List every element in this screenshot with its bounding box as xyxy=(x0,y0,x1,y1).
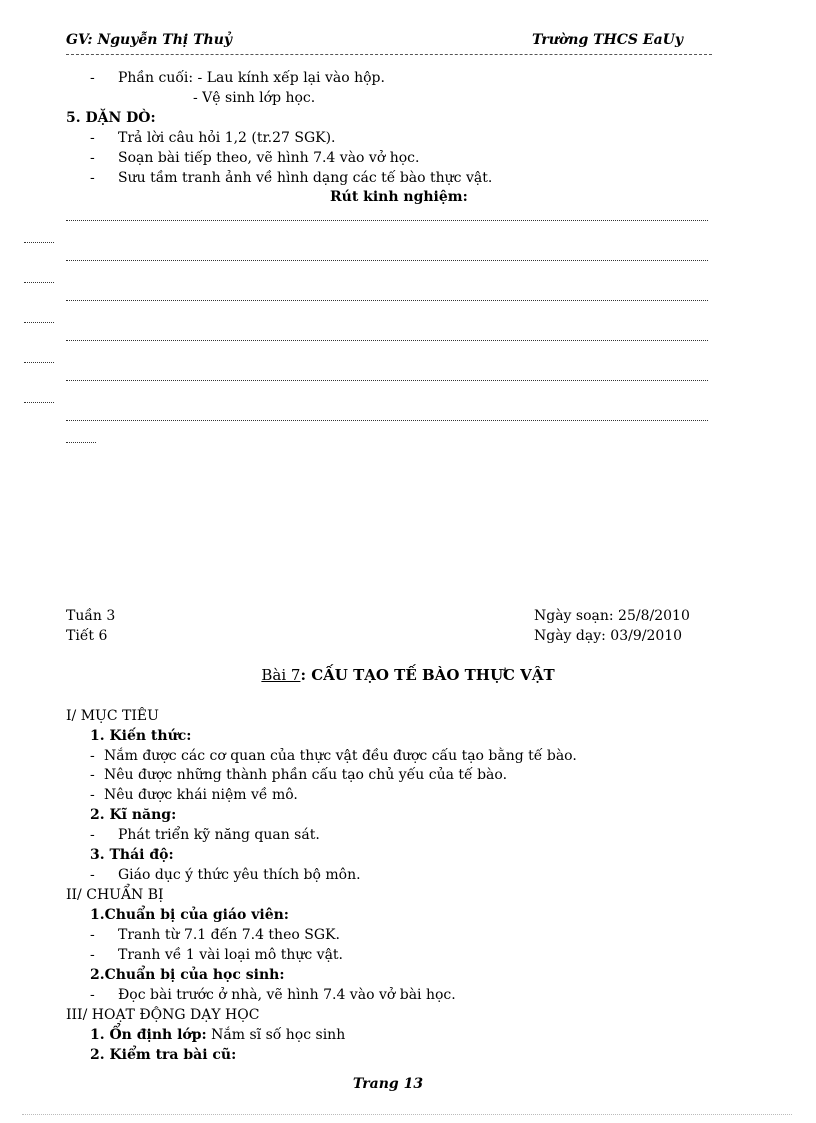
list-item: - Nắm được các cơ quan của thực vật đều được cấu tạo bằng tế bào. xyxy=(90,748,577,764)
dotted-line xyxy=(24,396,54,403)
kien-thuc-heading: 1. Kiến thức: xyxy=(90,728,192,744)
dotted-line xyxy=(66,254,708,261)
hs-heading: 2.Chuẩn bị của học sinh: xyxy=(90,967,285,983)
on-dinh-line: 1. Ổn định lớp: Nắm sĩ số học sinh xyxy=(90,1027,346,1043)
list-item: - Nêu được khái niệm về mô. xyxy=(90,787,298,803)
header-divider xyxy=(66,54,712,55)
dan-do-heading: 5. DẶN DÒ: xyxy=(66,110,156,126)
thai-do-heading: 3. Thái độ: xyxy=(90,847,174,863)
dotted-line xyxy=(24,236,54,243)
header-teacher: GV: Nguyễn Thị Thuỷ xyxy=(66,32,233,48)
dotted-line xyxy=(66,374,708,381)
tuan: Tuần 3 xyxy=(66,608,116,624)
list-item: - Soạn bài tiếp theo, vẽ hình 7.4 vào vở học. xyxy=(90,150,420,166)
gv-heading: 1.Chuẩn bị của giáo viên: xyxy=(90,907,289,923)
list-item: - Giáo dục ý thức yêu thích bộ môn. xyxy=(90,867,361,883)
dotted-line xyxy=(66,334,708,341)
rut-kinh-nghiem-heading: Rút kinh nghiệm: xyxy=(330,189,468,205)
dotted-line xyxy=(24,276,54,283)
dotted-line xyxy=(66,294,708,301)
section-muc-tieu: I/ MỤC TIÊU xyxy=(66,708,159,724)
tiet: Tiết 6 xyxy=(66,628,108,644)
phan-cuoi-line-2: - Vệ sinh lớp học. xyxy=(193,90,316,106)
dotted-line xyxy=(66,436,96,443)
page-border xyxy=(22,1114,792,1115)
list-item: - Trả lời câu hỏi 1,2 (tr.27 SGK). xyxy=(90,130,336,146)
list-item: - Tranh từ 7.1 đến 7.4 theo SGK. xyxy=(90,927,340,943)
dotted-line xyxy=(66,214,708,221)
ki-nang-heading: 2. Kĩ năng: xyxy=(90,807,177,823)
section-hoat-dong: III/ HOẠT ĐỘNG DẠY HỌC xyxy=(66,1007,260,1023)
list-item: - Sưu tầm tranh ảnh về hình dạng các tế bào thực vật. xyxy=(90,170,493,186)
list-item: - Đọc bài trước ở nhà, vẽ hình 7.4 vào vở bài học. xyxy=(90,987,456,1003)
dotted-line xyxy=(24,356,54,363)
header-school: Trường THCS EaUy xyxy=(532,32,683,48)
kiem-tra-heading: 2. Kiểm tra bài cũ: xyxy=(90,1047,237,1063)
dotted-line xyxy=(66,414,708,421)
phan-cuoi-line: - Phần cuối: - Lau kính xếp lại vào hộp. xyxy=(90,70,385,86)
section-chuan-bi: II/ CHUẨN BỊ xyxy=(66,887,164,903)
list-item: - Tranh về 1 vài loại mô thực vật. xyxy=(90,947,343,963)
lesson-title: Bài 7: CẤU TẠO TẾ BÀO THỰC VẬT xyxy=(261,666,555,684)
list-item: - Phát triển kỹ năng quan sát. xyxy=(90,827,320,843)
dotted-line xyxy=(24,316,54,323)
ngay-soan: Ngày soạn: 25/8/2010 xyxy=(534,608,690,624)
page-number: Trang 13 xyxy=(352,1076,424,1092)
list-item: - Nêu được những thành phần cấu tạo chủ yếu của tế bào. xyxy=(90,767,508,783)
ngay-day: Ngày dạy: 03/9/2010 xyxy=(534,628,683,644)
